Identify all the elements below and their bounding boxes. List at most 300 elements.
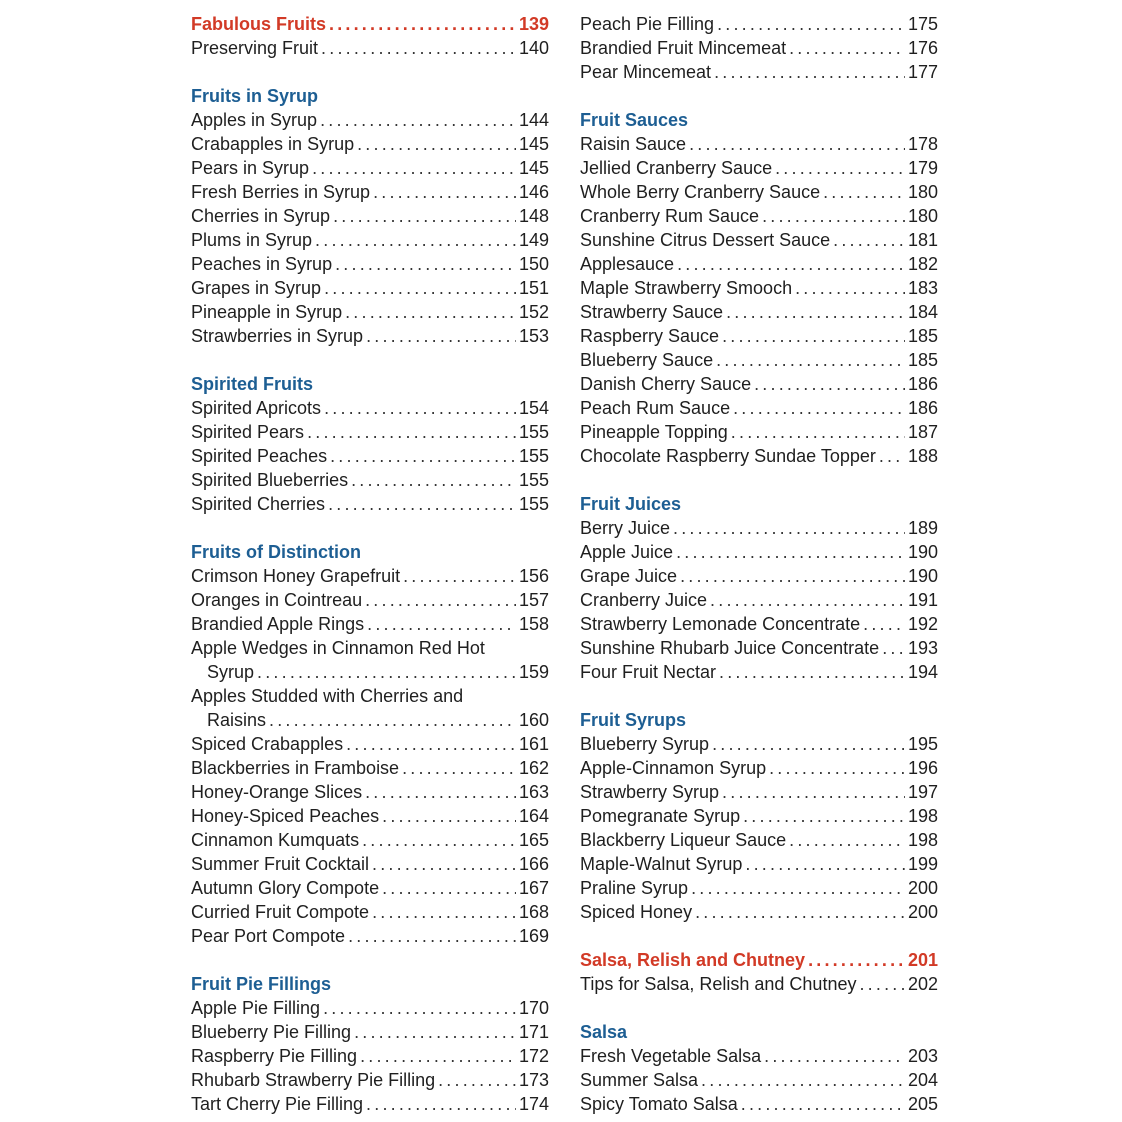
page-number: 169 — [518, 926, 549, 946]
entry-title: Apples Studded with Cherries and — [191, 686, 464, 706]
entry-title: Fresh Berries in Syrup — [191, 182, 371, 202]
dot-leader — [357, 132, 516, 156]
dot-leader — [257, 660, 516, 684]
toc-entry[interactable] — [580, 396, 938, 420]
entry-title: Tart Cherry Pie Filling — [191, 1094, 364, 1114]
dot-leader — [712, 732, 905, 756]
dot-leader — [716, 348, 905, 372]
section-heading: Fruits in Syrup — [191, 86, 319, 106]
page-number: 165 — [518, 830, 549, 850]
entry-title: Brandied Fruit Mincemeat — [580, 38, 787, 58]
entry-title: Raisin Sauce — [580, 134, 687, 154]
dot-leader — [762, 204, 905, 228]
toc-entry[interactable] — [580, 228, 938, 252]
toc-entry[interactable] — [191, 732, 549, 756]
toc-entry[interactable] — [191, 852, 549, 876]
entry-title: Berry Juice — [580, 518, 671, 538]
entry-title: Grapes in Syrup — [191, 278, 322, 298]
toc-entry[interactable] — [191, 924, 549, 948]
page-number: 155 — [518, 446, 549, 466]
chapter-title: Salsa, Relish and Chutney — [580, 950, 806, 970]
page-number: 171 — [518, 1022, 549, 1042]
entry-title: Chocolate Raspberry Sundae Topper — [580, 446, 876, 466]
page-number: 172 — [518, 1046, 549, 1066]
dot-leader — [321, 36, 516, 60]
page-number: 146 — [518, 182, 549, 202]
page-number: 160 — [518, 710, 549, 730]
page-number: 204 — [907, 1070, 938, 1090]
toc-entry[interactable] — [191, 1020, 549, 1044]
page-number: 183 — [907, 278, 938, 298]
entry-title: Peaches in Syrup — [191, 254, 333, 274]
dot-leader — [329, 12, 516, 36]
page-number: 182 — [907, 254, 938, 274]
page-number: 155 — [518, 494, 549, 514]
page-number: 187 — [907, 422, 938, 442]
entry-title: Pears in Syrup — [191, 158, 310, 178]
page-number: 139 — [518, 14, 549, 34]
entry-title: Blackberries in Framboise — [191, 758, 400, 778]
toc-entry[interactable] — [580, 516, 938, 540]
toc-list — [580, 132, 938, 468]
toc-list — [580, 12, 938, 84]
page-number: 192 — [907, 614, 938, 634]
page-number: 200 — [907, 902, 938, 922]
dot-leader — [323, 996, 516, 1020]
dot-leader — [677, 252, 905, 276]
dot-leader — [701, 1068, 905, 1092]
page-number: 180 — [907, 206, 938, 226]
dot-leader — [764, 1044, 905, 1068]
dot-leader — [710, 588, 905, 612]
page-number: 190 — [907, 566, 938, 586]
page-number: 170 — [518, 998, 549, 1018]
page-number: 155 — [518, 470, 549, 490]
page-number: 198 — [907, 806, 938, 826]
entry-title: Pear Port Compote — [191, 926, 346, 946]
dot-leader — [403, 564, 516, 588]
dot-leader — [823, 180, 905, 204]
toc-entry[interactable] — [191, 420, 549, 444]
entry-title: Apple Wedges in Cinnamon Red Hot — [191, 638, 485, 658]
toc-entry[interactable] — [580, 540, 938, 564]
toc-entry[interactable] — [191, 108, 549, 132]
toc-entry[interactable] — [191, 180, 549, 204]
toc-entry-line1[interactable] — [191, 684, 549, 708]
dot-leader — [695, 900, 905, 924]
toc-list — [191, 996, 549, 1116]
dot-leader — [714, 60, 905, 84]
page-number: 174 — [518, 1094, 549, 1114]
dot-leader — [365, 588, 516, 612]
entry-title: Spicy Tomato Salsa — [580, 1094, 738, 1114]
page-number: 179 — [907, 158, 938, 178]
entry-title: Peach Pie Filling — [580, 14, 715, 34]
page-number: 189 — [907, 518, 938, 538]
page-number: 186 — [907, 374, 938, 394]
entry-title: Tips for Salsa, Relish and Chutney — [580, 974, 857, 994]
page-number: 156 — [518, 566, 549, 586]
entry-title: Cranberry Juice — [580, 590, 708, 610]
toc-entry[interactable] — [580, 972, 938, 996]
toc-entry[interactable] — [580, 732, 938, 756]
entry-title: Oranges in Cointreau — [191, 590, 363, 610]
page-number: 199 — [907, 854, 938, 874]
toc-entry[interactable] — [580, 180, 938, 204]
entry-title: Raspberry Pie Filling — [191, 1046, 358, 1066]
toc-entry[interactable] — [580, 660, 938, 684]
page-number: 145 — [518, 158, 549, 178]
toc-entry[interactable] — [580, 1068, 938, 1092]
dot-leader — [741, 1092, 905, 1116]
toc-entry[interactable] — [191, 1068, 549, 1092]
toc-entry[interactable] — [191, 876, 549, 900]
toc-entry[interactable] — [580, 276, 938, 300]
entry-title: Strawberries in Syrup — [191, 326, 364, 346]
dot-leader — [879, 444, 905, 468]
toc-entry[interactable] — [191, 492, 549, 516]
page-number: 201 — [907, 950, 938, 970]
page-number: 194 — [907, 662, 938, 682]
dot-leader — [775, 156, 905, 180]
dot-leader — [795, 276, 905, 300]
dot-leader — [676, 540, 905, 564]
entry-title: Brandied Apple Rings — [191, 614, 365, 634]
toc-entry[interactable] — [580, 444, 938, 468]
section-heading: Fruit Pie Fillings — [191, 974, 332, 994]
dot-leader — [362, 828, 516, 852]
section-heading: Fruits of Distinction — [191, 542, 361, 562]
entry-title: Spirited Cherries — [191, 494, 326, 514]
entry-title: Summer Fruit Cocktail — [191, 854, 370, 874]
dot-leader — [833, 228, 905, 252]
dot-leader — [312, 156, 516, 180]
page-number: 181 — [907, 230, 938, 250]
toc-entry[interactable] — [580, 780, 938, 804]
entry-title: Four Fruit Nectar — [580, 662, 717, 682]
toc-entry[interactable] — [580, 204, 938, 228]
dot-leader — [367, 612, 516, 636]
page-number: 145 — [518, 134, 549, 154]
page-number: 175 — [907, 14, 938, 34]
toc-entry[interactable] — [191, 1044, 549, 1068]
entry-title: Honey-Orange Slices — [191, 782, 363, 802]
toc-entry[interactable] — [580, 300, 938, 324]
toc-entry-line2[interactable] — [191, 660, 549, 684]
toc-entry[interactable] — [580, 420, 938, 444]
dot-leader — [372, 900, 516, 924]
entry-title: Strawberry Syrup — [580, 782, 720, 802]
dot-leader — [330, 444, 516, 468]
dot-leader — [438, 1068, 516, 1092]
page-number: 185 — [907, 326, 938, 346]
toc-right-column — [580, 12, 938, 1116]
toc-list — [191, 108, 549, 348]
dot-leader — [366, 324, 516, 348]
toc-entry[interactable] — [191, 756, 549, 780]
dot-leader — [335, 252, 516, 276]
entry-title: Jellied Cranberry Sauce — [580, 158, 773, 178]
toc-entry[interactable] — [191, 588, 549, 612]
entry-title: Sunshine Rhubarb Juice Concentrate — [580, 638, 880, 658]
page-number: 195 — [907, 734, 938, 754]
dot-leader — [863, 612, 905, 636]
toc-entry-line1[interactable] — [191, 636, 549, 660]
section-heading: Fruit Syrups — [580, 710, 687, 730]
dot-leader — [673, 516, 905, 540]
entry-title: Rhubarb Strawberry Pie Filling — [191, 1070, 436, 1090]
page-number: 193 — [907, 638, 938, 658]
entry-title: Strawberry Lemonade Concentrate — [580, 614, 861, 634]
toc-entry[interactable] — [580, 1092, 938, 1116]
toc-entry[interactable] — [191, 780, 549, 804]
dot-leader — [346, 732, 516, 756]
toc-entry[interactable] — [580, 852, 938, 876]
dot-leader — [354, 1020, 516, 1044]
dot-leader — [859, 972, 904, 996]
entry-title: Spirited Pears — [191, 422, 305, 442]
dot-leader — [743, 804, 905, 828]
entry-title: Danish Cherry Sauce — [580, 374, 752, 394]
toc-entry[interactable] — [580, 756, 938, 780]
page-number: 191 — [907, 590, 938, 610]
toc-entry[interactable] — [191, 324, 549, 348]
page-number: 188 — [907, 446, 938, 466]
toc-entry[interactable] — [191, 468, 549, 492]
entry-title: Apples in Syrup — [191, 110, 318, 130]
page-number: 173 — [518, 1070, 549, 1090]
entry-title: Applesauce — [580, 254, 675, 274]
dot-leader — [731, 420, 905, 444]
toc-list — [191, 396, 549, 516]
page-number: 167 — [518, 878, 549, 898]
toc-entry[interactable] — [191, 228, 549, 252]
toc-entry[interactable] — [191, 612, 549, 636]
entry-title: Apple Pie Filling — [191, 998, 321, 1018]
dot-leader — [769, 756, 905, 780]
entry-title: Fresh Vegetable Salsa — [580, 1046, 762, 1066]
toc-left-column — [191, 12, 549, 1116]
toc-entry[interactable] — [580, 156, 938, 180]
page-number: 155 — [518, 422, 549, 442]
page-number: 140 — [518, 38, 549, 58]
page-number: 157 — [518, 590, 549, 610]
toc-entry[interactable] — [191, 132, 549, 156]
toc-chapter-salsa-relish-chutney[interactable] — [580, 948, 938, 972]
toc-entry[interactable] — [191, 564, 549, 588]
dot-leader — [333, 204, 516, 228]
page-number: 178 — [907, 134, 938, 154]
page-number: 185 — [907, 350, 938, 370]
toc-entry[interactable] — [191, 156, 549, 180]
toc-entry[interactable] — [580, 588, 938, 612]
toc-entry[interactable] — [191, 276, 549, 300]
entry-title: Cherries in Syrup — [191, 206, 331, 226]
entry-title: Spiced Honey — [580, 902, 693, 922]
toc-entry-line2[interactable] — [191, 708, 549, 732]
toc-entry[interactable] — [191, 204, 549, 228]
page-number: 161 — [518, 734, 549, 754]
entry-title: Cinnamon Kumquats — [191, 830, 360, 850]
toc-entry[interactable] — [580, 564, 938, 588]
dot-leader — [719, 660, 905, 684]
toc-entry[interactable] — [580, 36, 938, 60]
toc-list — [580, 516, 938, 684]
entry-title: Summer Salsa — [580, 1070, 699, 1090]
toc-entry[interactable] — [191, 36, 549, 60]
page-number: 158 — [518, 614, 549, 634]
toc-entry[interactable] — [580, 324, 938, 348]
toc-entry[interactable] — [580, 636, 938, 660]
dot-leader — [372, 852, 516, 876]
page-number: 205 — [907, 1094, 938, 1114]
dot-leader — [324, 276, 516, 300]
dot-leader — [351, 468, 516, 492]
entry-title: Blackberry Liqueur Sauce — [580, 830, 787, 850]
page-number: 180 — [907, 182, 938, 202]
page-number: 168 — [518, 902, 549, 922]
toc-list — [191, 732, 549, 948]
entry-title: Cranberry Rum Sauce — [580, 206, 760, 226]
page-number: 176 — [907, 38, 938, 58]
entry-title: Spirited Blueberries — [191, 470, 349, 490]
page-number: 163 — [518, 782, 549, 802]
toc-entry[interactable] — [580, 252, 938, 276]
dot-leader — [307, 420, 516, 444]
toc-entry[interactable] — [191, 1092, 549, 1116]
page-number: 177 — [907, 62, 938, 82]
toc-entry[interactable] — [191, 828, 549, 852]
toc-entry[interactable] — [580, 612, 938, 636]
entry-title: Grape Juice — [580, 566, 678, 586]
page-number: 186 — [907, 398, 938, 418]
entry-title: Pineapple in Syrup — [191, 302, 343, 322]
entry-title: Apple-Cinnamon Syrup — [580, 758, 767, 778]
entry-title: Peach Rum Sauce — [580, 398, 731, 418]
toc-entry[interactable] — [580, 828, 938, 852]
toc-chapter-fabulous-fruits[interactable] — [191, 12, 549, 36]
toc-entry[interactable] — [191, 252, 549, 276]
toc-entry[interactable] — [191, 900, 549, 924]
section-heading: Fruit Juices — [580, 494, 682, 514]
entry-title: Autumn Glory Compote — [191, 878, 380, 898]
toc-entry[interactable] — [580, 1044, 938, 1068]
dot-leader — [680, 564, 905, 588]
page-number: 153 — [518, 326, 549, 346]
entry-title: Blueberry Syrup — [580, 734, 710, 754]
dot-leader — [717, 12, 905, 36]
entry-title: Plums in Syrup — [191, 230, 313, 250]
toc-entry[interactable] — [191, 444, 549, 468]
page-number: 162 — [518, 758, 549, 778]
page-number: 148 — [518, 206, 549, 226]
dot-leader — [754, 372, 905, 396]
page-number: 196 — [907, 758, 938, 778]
entry-title: Spiced Crabapples — [191, 734, 344, 754]
dot-leader — [365, 780, 516, 804]
toc-entry[interactable] — [191, 396, 549, 420]
section-heading: Salsa — [580, 1022, 628, 1042]
page-number: 190 — [907, 542, 938, 562]
entry-title: Sunshine Citrus Dessert Sauce — [580, 230, 831, 250]
dot-leader — [726, 300, 905, 324]
dot-leader — [745, 852, 905, 876]
dot-leader — [324, 396, 516, 420]
entry-title: Preserving Fruit — [191, 38, 319, 58]
dot-leader — [691, 876, 905, 900]
toc-entry[interactable] — [580, 12, 938, 36]
entry-title: Raspberry Sauce — [580, 326, 720, 346]
dot-leader — [345, 300, 516, 324]
entry-title: Raisins — [207, 710, 267, 730]
page-number: 198 — [907, 830, 938, 850]
page-number: 164 — [518, 806, 549, 826]
toc-entry[interactable] — [580, 348, 938, 372]
entry-title: Syrup — [207, 662, 255, 682]
dot-leader — [348, 924, 516, 948]
entry-title: Maple-Walnut Syrup — [580, 854, 743, 874]
dot-leader — [689, 132, 905, 156]
dot-leader — [789, 828, 905, 852]
page-number: 151 — [518, 278, 549, 298]
chapter-title: Fabulous Fruits — [191, 14, 326, 34]
dot-leader — [315, 228, 516, 252]
toc-entry[interactable] — [580, 900, 938, 924]
dot-leader — [320, 108, 516, 132]
page-number: 152 — [518, 302, 549, 322]
toc-entry[interactable] — [580, 132, 938, 156]
dot-leader — [373, 180, 516, 204]
page-number: 150 — [518, 254, 549, 274]
dot-leader — [360, 1044, 516, 1068]
toc-entry[interactable] — [580, 60, 938, 84]
page-number: 197 — [907, 782, 938, 802]
dot-leader — [808, 948, 905, 972]
dot-leader — [382, 876, 516, 900]
toc-entry[interactable] — [191, 996, 549, 1020]
dot-leader — [269, 708, 516, 732]
page-number: 202 — [907, 974, 938, 994]
toc-entry[interactable] — [191, 804, 549, 828]
dot-leader — [328, 492, 516, 516]
page-number: 149 — [518, 230, 549, 250]
page-number: 159 — [518, 662, 549, 682]
toc-entry[interactable] — [580, 876, 938, 900]
entry-title: Spirited Peaches — [191, 446, 328, 466]
page-number: 154 — [518, 398, 549, 418]
entry-title: Pomegranate Syrup — [580, 806, 741, 826]
section-heading: Fruit Sauces — [580, 110, 689, 130]
entry-title: Blueberry Sauce — [580, 350, 714, 370]
entry-title: Blueberry Pie Filling — [191, 1022, 352, 1042]
entry-title: Strawberry Sauce — [580, 302, 724, 322]
toc-entry[interactable] — [580, 372, 938, 396]
dot-leader — [722, 780, 905, 804]
dot-leader — [882, 636, 905, 660]
toc-list — [580, 732, 938, 924]
dot-leader — [789, 36, 905, 60]
toc-entry[interactable] — [191, 300, 549, 324]
dot-leader — [722, 324, 905, 348]
entry-title: Pineapple Topping — [580, 422, 728, 442]
dot-leader — [382, 804, 516, 828]
toc-entry[interactable] — [580, 804, 938, 828]
section-heading: Spirited Fruits — [191, 374, 314, 394]
entry-title: Crimson Honey Grapefruit — [191, 566, 401, 586]
entry-title: Whole Berry Cranberry Sauce — [580, 182, 821, 202]
page-number: 166 — [518, 854, 549, 874]
toc-list — [191, 564, 549, 636]
